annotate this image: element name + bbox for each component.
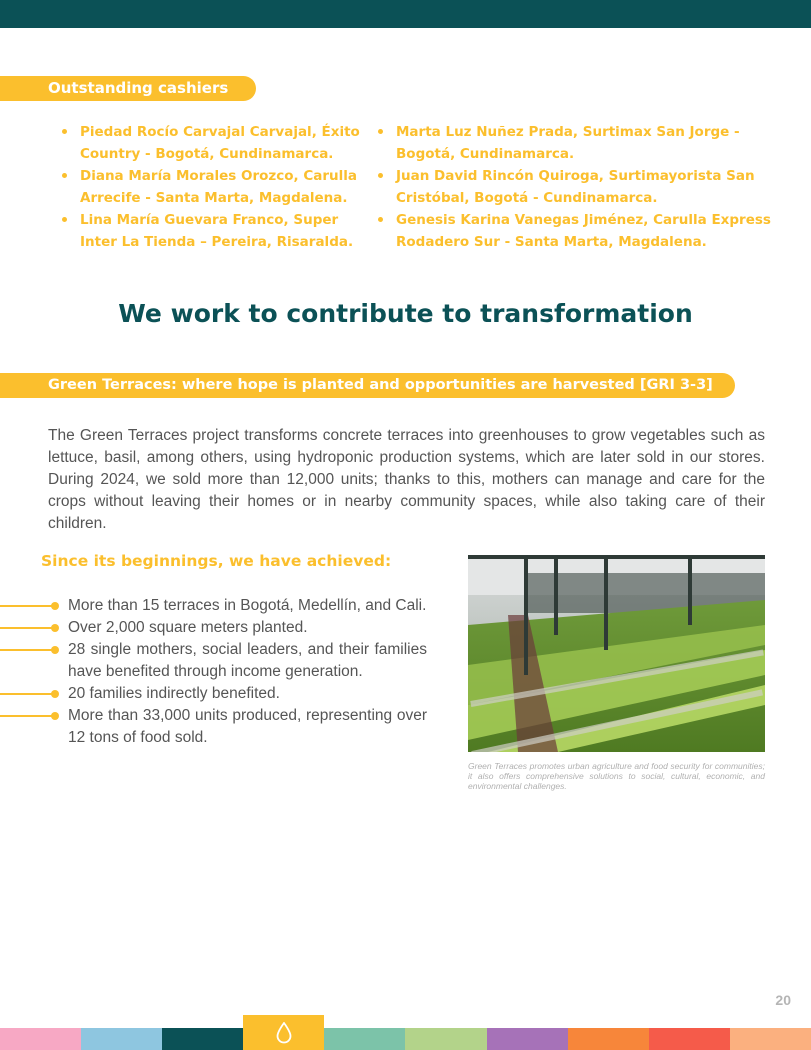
color-segment — [568, 1028, 649, 1050]
achievements-list — [0, 595, 427, 749]
connector-line — [0, 715, 54, 717]
water-drop-icon — [276, 1022, 292, 1044]
cashier-list-right — [378, 121, 773, 253]
achievement-text: More than 33,000 units produced, representing over 12 tons of food sold. — [68, 707, 427, 746]
intro-paragraph: The Green Terraces project transforms concrete terraces into greenhouses to grow vegetables such as lettuce, basil, among others, using hydroponic production systems, which are later sold in our stores. During 2024, we sold more than 12,000 units; thanks to this, mothers can manage and care for the crops without leaving their homes or in nearby community spaces, while also taking care of their children. — [48, 427, 765, 532]
color-segment — [730, 1028, 811, 1050]
achievement-text: 28 single mothers, social leaders, and their families have benefited through income generation. — [68, 641, 427, 680]
connector-line — [0, 649, 54, 651]
bullet-dot-icon — [51, 624, 59, 632]
list-item: Diana María Morales Orozco, Carulla Arrecife - Santa Marta, Magdalena. — [62, 165, 367, 209]
section-heading: We work to contribute to transformation — [118, 299, 693, 328]
color-segment — [324, 1028, 405, 1050]
photo-caption: Green Terraces promotes urban agriculture and food security for communities; it also offers comprehensive solutions to social, cultural, economic, and environmental challenges. — [468, 761, 765, 791]
outstanding-cashiers-title: Outstanding cashiers — [0, 76, 256, 101]
top-bar — [0, 0, 811, 28]
color-strip — [0, 1028, 811, 1050]
color-segment — [649, 1028, 730, 1050]
achievements-heading: Since its beginnings, we have achieved: — [41, 552, 392, 570]
connector-line — [0, 605, 54, 607]
list-item — [0, 595, 427, 617]
list-item — [0, 683, 427, 705]
color-segment — [487, 1028, 568, 1050]
achievement-text: More than 15 terraces in Bogotá, Medellín, and Cali. — [68, 597, 427, 614]
list-item — [0, 639, 427, 683]
bullet-dot-icon — [51, 712, 59, 720]
bullet-dot-icon — [51, 602, 59, 610]
list-item — [0, 617, 427, 639]
color-segment — [0, 1028, 81, 1050]
green-terraces-title: Green Terraces: where hope is planted and opportunities are harvested [GRI 3-3] — [0, 373, 735, 398]
list-item: Marta Luz Nuñez Prada, Surtimax San Jorge - Bogotá, Cundinamarca. — [378, 121, 773, 165]
list-item: Piedad Rocío Carvajal Carvajal, Éxito Country - Bogotá, Cundinamarca. — [62, 121, 367, 165]
achievement-text: Over 2,000 square meters planted. — [68, 619, 308, 636]
list-item: Lina María Guevara Franco, Super Inter La Tienda – Pereira, Risaralda. — [62, 209, 367, 253]
cashier-list-left — [62, 121, 367, 253]
list-item: Genesis Karina Vanegas Jiménez, Carulla Express Rodadero Sur - Santa Marta, Magdalena. — [378, 209, 773, 253]
page-number: 20 — [775, 992, 791, 1008]
list-item — [0, 705, 427, 749]
achievement-text: 20 families indirectly benefited. — [68, 685, 280, 702]
bullet-dot-icon — [51, 646, 59, 654]
connector-line — [0, 627, 54, 629]
color-segment — [162, 1028, 243, 1050]
drop-tab — [243, 1015, 324, 1050]
bullet-dot-icon — [51, 690, 59, 698]
color-segment — [405, 1028, 486, 1050]
greenhouse-photo — [468, 555, 765, 752]
color-segment — [81, 1028, 162, 1050]
connector-line — [0, 693, 54, 695]
list-item: Juan David Rincón Quiroga, Surtimayorista San Cristóbal, Bogotá - Cundinamarca. — [378, 165, 773, 209]
